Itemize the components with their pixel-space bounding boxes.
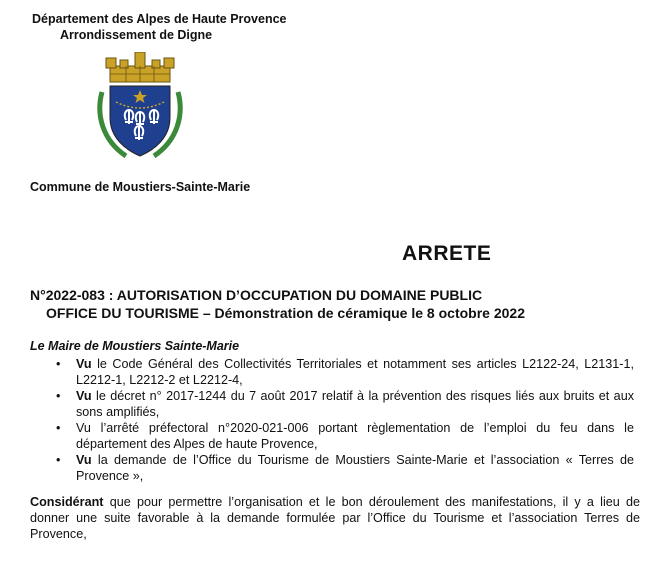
- considerant-lead: Considérant: [30, 495, 104, 509]
- vu-text: la demande de l’Office du Tourisme de Moustiers Sainte-Marie et l’association « Terres de Provence »,: [76, 453, 634, 483]
- document-title: ARRETE: [402, 242, 492, 265]
- coat-of-arms-icon: [96, 52, 184, 162]
- bullet-icon: •: [56, 453, 61, 467]
- vu-item: [56, 420, 634, 452]
- arrete-subject-line: OFFICE DU TOURISME – Démonstration de céramique le 8 octobre 2022: [46, 305, 525, 321]
- considerant-paragraph: [30, 494, 640, 542]
- vus-list: [56, 356, 634, 484]
- commune-name: Commune de Moustiers-Sainte-Marie: [30, 180, 251, 194]
- vu-lead: Vu: [76, 453, 92, 467]
- vu-text: le Code Général des Collectivités Territoriales et notamment ses articles L2122-24, L2131-1, L2212-1, L2212-2 et L2212-4,: [76, 357, 634, 387]
- considerant-text: que pour permettre l’organisation et le bon déroulement des manifestations, il y a lieu de donner une suite favorable à la demande formulée par l’Office du Tourisme et l’association Terres de Provence,: [30, 495, 640, 541]
- arrondissement-heading: Arrondissement de Digne: [60, 28, 213, 42]
- vu-lead: Vu: [76, 389, 92, 403]
- issuing-authority: Le Maire de Moustiers Sainte-Marie: [30, 339, 240, 353]
- vu-text: le décret n° 2017-1244 du 7 août 2017 relatif à la prévention des risques liés aux bruits et aux sons amplifiés,: [76, 389, 634, 419]
- vu-text: Vu l’arrêté préfectoral n°2020-021-006 portant règlementation de l’emploi du feu dans le département des Alpes de haute Provence,: [76, 421, 634, 451]
- department-heading: Département des Alpes de Haute Provence: [32, 12, 287, 26]
- bullet-icon: •: [56, 389, 61, 403]
- bullet-icon: •: [56, 357, 61, 371]
- arrete-number-line: N°2022-083 : AUTORISATION D’OCCUPATION DU DOMAINE PUBLIC: [30, 287, 483, 303]
- vu-lead: Vu: [76, 357, 92, 371]
- vu-item: [56, 388, 634, 420]
- bullet-icon: •: [56, 421, 61, 435]
- vu-item: [56, 356, 634, 388]
- vu-item: [56, 452, 634, 484]
